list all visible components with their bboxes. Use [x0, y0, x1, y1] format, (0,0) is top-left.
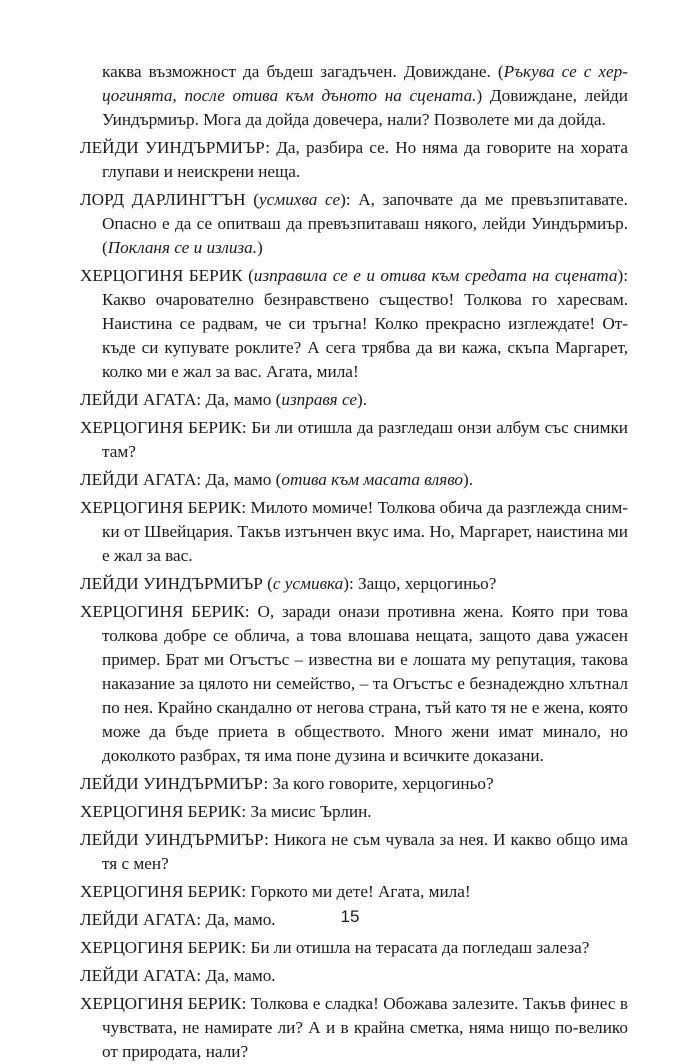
- speech-continuation: [80, 60, 628, 132]
- speech-lady-agatha: [80, 468, 628, 492]
- dialogue-text: ЛЕЙДИ УИНДЪРМИЪР: За кого говорите, херцогиньо?: [80, 774, 494, 793]
- speech-lady-windermere: [80, 136, 628, 184]
- dialogue-text: ХЕРЦОГИНЯ БЕРИК: Милото момиче! Толкова обича да разглежда снимки от Швейцария. Такъв изтънчен вкус има. Но, Маргарет, наистина ми е жал за вас.: [80, 498, 628, 565]
- dialogue-text: ХЕРЦОГИНЯ БЕРИК: Би ли отишла на терасата да погледаш залеза?: [80, 938, 590, 957]
- dialogue-text: ЛЕЙДИ АГАТА: Да, мамо.: [80, 966, 276, 985]
- dialogue-text: ЛЕЙДИ АГАТА: Да, мамо (: [80, 470, 282, 489]
- dialogue-text: ): Защо, херцогиньо?: [343, 574, 497, 593]
- dialogue-text: ХЕРЦОГИНЯ БЕРИК: За мисис Ърлин.: [80, 802, 372, 821]
- dialogue-text: ХЕРЦОГИНЯ БЕРИК: Горкото ми дете! Агата, мила!: [80, 882, 471, 901]
- dialogue-text: ЛЕЙДИ УИНДЪРМИЪР: Никога не съм чувала за нея. И какво общо има тя с мен?: [80, 830, 628, 873]
- speech-duchess-berwick: [80, 600, 628, 768]
- page-number: 15: [340, 907, 360, 926]
- speech-lord-darlington: [80, 188, 628, 260]
- dialogue-text: ЛЕЙДИ УИНДЪРМИЪР (: [80, 574, 273, 593]
- speech-duchess-berwick: [80, 800, 628, 824]
- dialogue-text: ): А, започвате да ме превъзпитавате. Опасно е да се опитваш да превъзпитаваш някого, лейди Уиндърмиър. (: [102, 190, 628, 257]
- speech-lady-windermere: [80, 572, 628, 596]
- speech-lady-agatha: [80, 964, 628, 988]
- stage-direction: изправя се: [281, 390, 357, 409]
- dialogue-text: ).: [356, 390, 368, 409]
- stage-direction: изправила се е и отива към средата на сцената: [253, 266, 618, 285]
- dialogue-text: ХЕРЦОГИНЯ БЕРИК: О, заради онази противна жена. Която при това толкова добре се облича, а това влошава нещата, защото дава ужасен пример. Брат ми Огъстъс – известна ви е лошата му репутация, такова наказание за цялото ни семейство, – та Огъстъс е безнадеждно хлътнал по нея. Крайно скандално от негова страна, тъй като тя не е жена, която може да бъде приета в обществото. Много жени имат минало, но доколкото разбрах, тя има поне дузина и всичките доказани.: [80, 602, 628, 765]
- speech-duchess-berwick: [80, 496, 628, 568]
- dialogue-text: ХЕРЦОГИНЯ БЕРИК: Би ли отишла да разгледаш онзи албум със снимки там?: [80, 418, 628, 461]
- dialogue-text: каква възможност да бъдеш загадъчен. Довиждане. (: [102, 62, 504, 81]
- stage-direction: Покланя се и излиза.: [107, 238, 258, 257]
- speech-duchess-berwick: [80, 936, 628, 960]
- speech-duchess-berwick: [80, 264, 628, 384]
- stage-direction: усмихва се: [259, 190, 341, 209]
- dialogue-text: ).: [463, 470, 474, 489]
- stage-direction: Ръкува се с херцогинята, после отива към дъното на сцената.: [102, 62, 628, 105]
- dialogue-text: ХЕРЦОГИНЯ БЕРИК (: [80, 266, 254, 285]
- dialogue-text: ЛЕЙДИ АГАТА: Да, мамо.: [80, 910, 276, 929]
- dialogue-text: ЛЕЙДИ УИНДЪРМИЪР: Да, разбира се. Но няма да говорите на хората глупави и неискрени неща.: [80, 138, 628, 181]
- dialogue-text: ЛЕЙДИ АГАТА: Да, мамо (: [80, 390, 282, 409]
- speech-lady-windermere: [80, 828, 628, 876]
- dialogue-text: ): Какво очарователно безнравствено същество! Толкова го харесвам. Наистина се радвам, че си тръгна! Колко прекрасно изглеждате! Откъде си купувате роклите? А сега трябва да ви кажа, скъпа Маргарет, колко ми е жал за вас. Агата, мила!: [102, 266, 628, 381]
- dialogue-text: ): [257, 238, 263, 257]
- stage-direction: отива към масата вляво: [281, 470, 464, 489]
- speech-lady-windermere: [80, 772, 628, 796]
- dialogue-text: ЛОРД ДАРЛИНГТЪН (: [80, 190, 259, 209]
- dialogue-text: ХЕРЦОГИНЯ БЕРИК: Толкова е сладка! Обожава залезите. Такъв финес в чувствата, не намирате ли? А и в крайна сметка, няма нищо по-велико от природата, нали?: [80, 994, 628, 1061]
- stage-direction: с усмивка: [272, 574, 344, 593]
- speech-duchess-berwick: [80, 416, 628, 464]
- speech-duchess-berwick: [80, 880, 628, 904]
- dialogue-text: ) Довиждане, лейди Уиндърмиър. Мога да дойда довечера, нали? Позволете ми да дойда.: [102, 86, 628, 129]
- speech-duchess-berwick: [80, 992, 628, 1064]
- speech-lady-agatha: [80, 388, 628, 412]
